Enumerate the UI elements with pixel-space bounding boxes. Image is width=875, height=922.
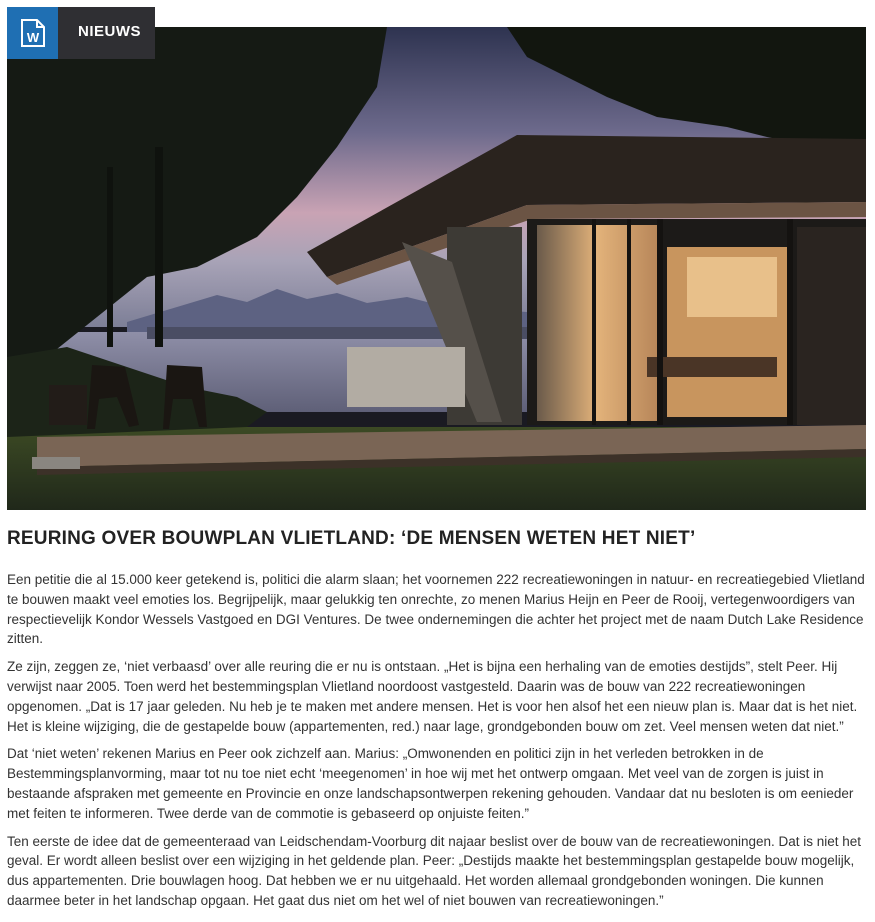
article-paragraph: Een petitie die al 15.000 keer getekend is, politici die alarm slaan; het voornemen 222 recreatiewoningen in natuur- en recreatiegebied Vlietland te bouwen maakt veel emoties los. Begrijpelijk, maar gelukkig ten onrechte, zo menen Marius Heijn en Peer de Rooij, vertegenwoordigers van respectievelijk Kondor Wessels Vastgoed en DGI Ventures. De twee ondernemingen die achter het project met de naam Dutch Lake Residence zitten. [7, 572, 865, 647]
hero-image [7, 27, 866, 510]
article-paragraph: Dat ‘niet weten’ rekenen Marius en Peer ook zichzelf aan. Marius: „Omwonenden en politici zijn in het verleden betrokken in de Bestemmingsplanvorming, maar tot nu toe niet echt ‘meegenomen’ in hoe wij met het ontwerp omgaan. Met veel van de zorgen is juist in bestaande afspraken met gemeente en Provincie en onze landschapsontwerpen rekening gehouden. Vandaar dat nu besloten is om eenieder met feiten te informeren. Twee derde van de commotie is gebaseerd op onjuiste feiten.” [7, 746, 854, 821]
article-paragraph: Ten eerste de idee dat de gemeenteraad van Leidschendam-Voorburg dit najaar beslist over de bouw van de recreatiewoningen. Dat is niet het geval. Er wordt alleen beslist over een wijziging in het geldende plan. Peer: „Destijds maakte het bestemmingsplan gestapelde bouw mogelijk, dus appartementen. Drie bouwlagen hoog. Dat hebben we er nu uitgehaald. Het worden allemaal grondgebonden woningen. Die kunnen daarmee beter in het landschap opgaan. Het gaat dus niet om het wel of niet bouwen van recreatiewoningen.” [7, 833, 862, 908]
article-paragraph: Ze zijn, zeggen ze, ‘niet verbaasd’ over alle reuring die er nu is ontstaan. „Het is bijna een herhaling van de emoties destijds”, stelt Peer. Hij verwijst naar 2005. Toen werd het bestemmingsplan Vlietland noordoost vastgesteld. Daarin was de bouw van 222 recreatiewoningen opgenomen. „Dat is 17 jaar geleden. Nu heb je te maken met andere mensen. Het is voor hen alsof het een nieuw plan is. Maar dat is het niet. Het is kleine wijziging, die de gestapelde bouw (appartementen, red.) naar lage, grondgebonden bouw om zet. Veel mensen weten dat niet.” [7, 659, 858, 734]
logo-letter: W [26, 30, 39, 45]
article-title: REURING OVER BOUWPLAN VLIETLAND: ‘DE MENSEN WETEN HET NIET’ [7, 528, 696, 549]
category-badge[interactable] [7, 7, 155, 59]
site-logo-icon [7, 7, 58, 59]
article-body [7, 570, 867, 919]
house-photo [7, 27, 866, 510]
category-label[interactable]: NIEUWS [58, 7, 155, 59]
